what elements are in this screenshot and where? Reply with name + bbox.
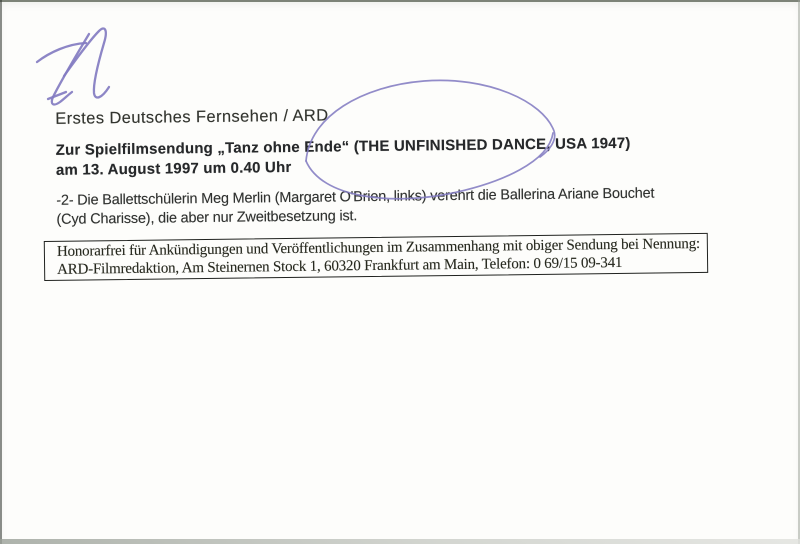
film-title-line: Zur Spielfilmsendung „Tanz ohne Ende“ (THE UNFINISHED DANCE, USA 1947) — [55, 134, 631, 159]
photo-caption-line-2: (Cyd Charisse), die aber nur Zweitbesetzung ist. — [56, 208, 358, 228]
usage-notice-line-2: ARD-Filmredaktion, Am Steinernen Stock 1, 60320 Frankfurt am Main, Telefon: 0 69/15 09-341 — [57, 254, 623, 278]
scan-edge-top — [0, 0, 800, 2]
scan-edge-left — [0, 0, 2, 544]
broadcast-datetime-line: am 13. August 1997 um 0.40 Uhr — [55, 158, 292, 179]
usage-notice-box — [44, 233, 708, 281]
usage-notice-line-1: Honorarfrei für Ankündigungen und Veröffentlichungen im Zusammenhang mit obiger Sendung bei Nennung: — [56, 235, 701, 260]
photo-caption-line-1: -2- Die Ballettschülerin Meg Merlin (Margaret O'Brien, links) verehrt die Ballerina Ariane Bouchet — [56, 185, 655, 209]
scan-edge-bottom — [0, 539, 800, 544]
broadcaster-line: Erstes Deutsches Fernsehen / ARD — [55, 106, 329, 128]
